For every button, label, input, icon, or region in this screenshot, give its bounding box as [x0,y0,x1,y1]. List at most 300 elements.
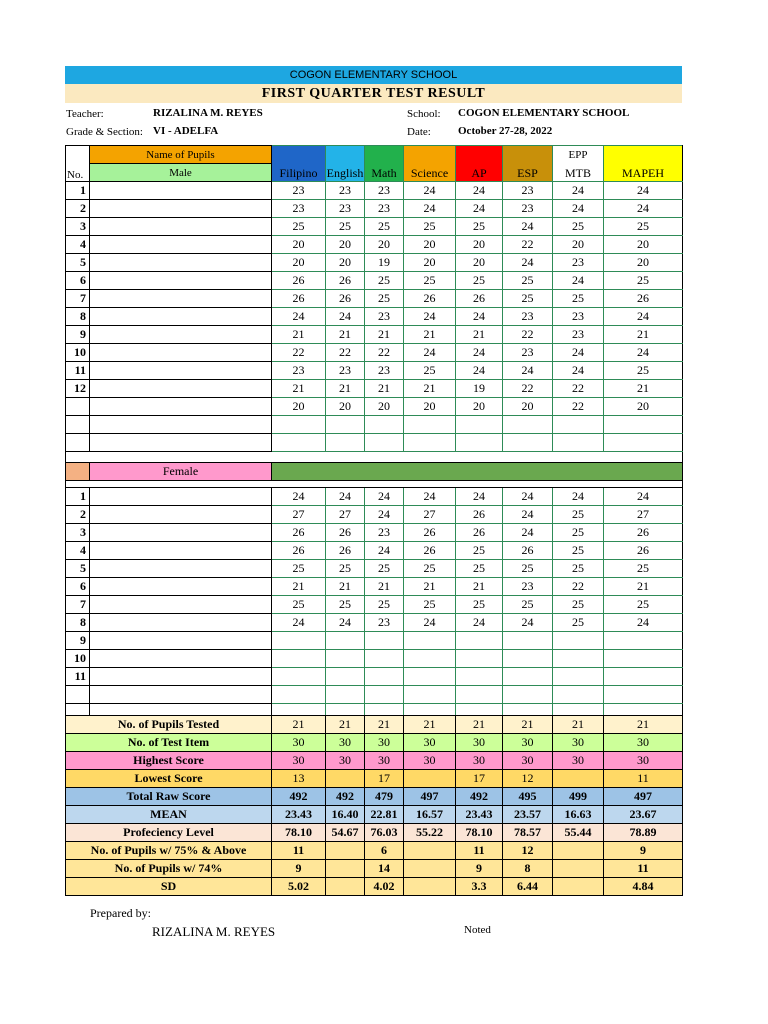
score-esp: 25 [503,272,553,290]
summary-value: 11 [604,770,683,788]
score-mapeh: 24 [604,200,683,218]
score-esp: 23 [503,344,553,362]
score-math: 21 [365,326,404,344]
table-row [66,326,683,344]
score-ap: 26 [456,290,503,308]
score-science: 25 [404,272,456,290]
score-filipino: 24 [272,308,326,326]
row-number: 5 [66,560,90,578]
summary-row [66,716,683,734]
summary-value: 492 [456,788,503,806]
pupil-name [90,380,272,398]
score-mtb [553,632,604,650]
summary-value [326,878,365,896]
score-mapeh [604,632,683,650]
school-banner: COGON ELEMENTARY SCHOOL [65,66,682,84]
score-english: 20 [326,254,365,272]
score-math: 23 [365,524,404,542]
row-number: 2 [66,200,90,218]
row-number: 9 [66,632,90,650]
pupil-name [90,542,272,560]
score-math: 24 [365,488,404,506]
summary-value: 30 [326,734,365,752]
summary-value: 54.67 [326,824,365,842]
score-esp: 24 [503,524,553,542]
summary-value: 14 [365,860,404,878]
score-math [365,416,404,434]
table-row [66,416,683,434]
summary-value: 17 [365,770,404,788]
score-mapeh [604,416,683,434]
score-science [404,668,456,686]
pupil-name [90,236,272,254]
score-ap: 25 [456,542,503,560]
row-number: 7 [66,596,90,614]
score-filipino: 25 [272,218,326,236]
female-header: Female [90,463,272,481]
summary-label: Total Raw Score [66,788,272,806]
score-filipino: 20 [272,254,326,272]
summary-value: 78.10 [456,824,503,842]
score-mapeh [604,434,683,452]
pupil-name [90,614,272,632]
summary-value: 78.10 [272,824,326,842]
score-mtb: 25 [553,542,604,560]
summary-value: 6 [365,842,404,860]
score-mapeh: 25 [604,218,683,236]
score-science: 26 [404,290,456,308]
table-row [66,650,683,668]
score-english [326,650,365,668]
row-number: 1 [66,488,90,506]
summary-value: 497 [604,788,683,806]
row-number [66,434,90,452]
score-ap: 21 [456,326,503,344]
score-math [365,668,404,686]
pupil-name [90,200,272,218]
summary-value: 30 [503,752,553,770]
pupil-name [90,524,272,542]
summary-value [553,878,604,896]
score-mtb: 24 [553,362,604,380]
score-mapeh: 26 [604,290,683,308]
score-mtb: 24 [553,344,604,362]
school-label: School: [407,108,441,120]
subject-header-top-mapeh [604,146,683,164]
score-english: 22 [326,344,365,362]
score-filipino: 21 [272,578,326,596]
summary-value: 4.02 [365,878,404,896]
score-filipino [272,686,326,704]
score-ap: 26 [456,506,503,524]
summary-value: 30 [604,752,683,770]
score-ap [456,416,503,434]
score-esp: 24 [503,254,553,272]
summary-value: 21 [503,716,553,734]
subject-header-top-filipino [272,146,326,164]
score-english: 23 [326,200,365,218]
summary-label: No. of Pupils Tested [66,716,272,734]
score-math: 24 [365,506,404,524]
score-science: 27 [404,506,456,524]
score-english [326,686,365,704]
score-mtb: 22 [553,398,604,416]
pupil-name [90,362,272,380]
score-ap [456,434,503,452]
summary-value: 78.57 [503,824,553,842]
row-number: 5 [66,254,90,272]
score-filipino: 26 [272,524,326,542]
row-number: 3 [66,218,90,236]
row-number: 6 [66,578,90,596]
score-esp: 25 [503,290,553,308]
score-ap: 24 [456,362,503,380]
table-row [66,542,683,560]
score-mapeh: 24 [604,344,683,362]
score-mtb: 24 [553,182,604,200]
summary-value: 78.89 [604,824,683,842]
subject-header-top-esp [503,146,553,164]
row-number: 9 [66,326,90,344]
score-mapeh: 25 [604,362,683,380]
score-filipino: 24 [272,488,326,506]
score-english: 21 [326,380,365,398]
summary-value: 479 [365,788,404,806]
score-filipino [272,434,326,452]
score-science: 26 [404,524,456,542]
summary-row [66,752,683,770]
score-mtb: 25 [553,614,604,632]
scores-table [65,145,683,722]
score-mtb: 25 [553,596,604,614]
summary-row [66,860,683,878]
summary-value: 6.44 [503,878,553,896]
score-science: 21 [404,326,456,344]
summary-row [66,734,683,752]
score-filipino: 25 [272,596,326,614]
sheet-title: FIRST QUARTER TEST RESULT [65,84,682,103]
gap-cell [66,452,683,463]
score-english [326,416,365,434]
row-number: 7 [66,290,90,308]
score-math: 22 [365,344,404,362]
pupil-name [90,578,272,596]
summary-value: 23.43 [456,806,503,824]
female-band [272,463,683,481]
no-header: No. [66,146,90,182]
score-filipino: 23 [272,200,326,218]
score-mapeh: 24 [604,488,683,506]
pupil-name [90,344,272,362]
table-row [66,182,683,200]
score-science: 25 [404,596,456,614]
row-number [66,416,90,434]
score-ap: 24 [456,344,503,362]
summary-row [66,878,683,896]
table-row [66,236,683,254]
summary-value: 17 [456,770,503,788]
score-mtb [553,650,604,668]
score-mtb: 25 [553,524,604,542]
score-mtb: 23 [553,308,604,326]
score-mtb: 23 [553,254,604,272]
score-mtb: 24 [553,200,604,218]
table-row [66,632,683,650]
subject-header-top-science [404,146,456,164]
table-row [66,488,683,506]
row-number: 6 [66,272,90,290]
score-science: 26 [404,542,456,560]
score-esp: 22 [503,236,553,254]
female-no-header [66,463,90,481]
table-row [66,308,683,326]
summary-value: 30 [456,734,503,752]
score-math: 20 [365,398,404,416]
table-row [66,398,683,416]
score-mapeh: 25 [604,596,683,614]
pupil-name [90,686,272,704]
score-math: 23 [365,200,404,218]
score-english: 20 [326,398,365,416]
summary-value: 30 [553,734,604,752]
score-mapeh: 25 [604,272,683,290]
score-math: 21 [365,578,404,596]
summary-row [66,824,683,842]
score-mtb: 24 [553,272,604,290]
subject-header-mtb: MTB [553,164,604,182]
summary-label: No. of Test Item [66,734,272,752]
pupil-name [90,290,272,308]
score-filipino: 23 [272,362,326,380]
score-math: 25 [365,272,404,290]
score-english: 26 [326,524,365,542]
score-english: 23 [326,362,365,380]
summary-value: 30 [404,734,456,752]
score-math: 19 [365,254,404,272]
score-mtb [553,668,604,686]
score-esp: 23 [503,308,553,326]
summary-value: 16.63 [553,806,604,824]
prepared-by-label: Prepared by: [90,906,151,920]
score-math: 20 [365,236,404,254]
summary-value [326,860,365,878]
subject-header-top-math [365,146,404,164]
score-esp [503,686,553,704]
summary-value: 30 [553,752,604,770]
score-math: 23 [365,182,404,200]
summary-value: 492 [326,788,365,806]
score-mapeh: 24 [604,308,683,326]
summary-label: Lowest Score [66,770,272,788]
summary-label: Profeciency Level [66,824,272,842]
date-value: October 27-28, 2022 [458,125,553,137]
score-math: 21 [365,380,404,398]
score-mapeh [604,686,683,704]
score-mapeh: 26 [604,524,683,542]
pupil-name [90,560,272,578]
pupil-name [90,434,272,452]
score-mtb: 22 [553,380,604,398]
score-ap: 24 [456,614,503,632]
table-row [66,434,683,452]
summary-value: 9 [272,860,326,878]
score-ap: 20 [456,254,503,272]
score-esp [503,668,553,686]
summary-value [553,770,604,788]
row-number: 3 [66,524,90,542]
score-mapeh: 21 [604,326,683,344]
school-value: COGON ELEMENTARY SCHOOL [458,107,630,119]
score-english [326,668,365,686]
table-row [66,524,683,542]
score-science: 25 [404,560,456,578]
summary-value: 4.84 [604,878,683,896]
score-mtb: 20 [553,236,604,254]
summary-row [66,806,683,824]
score-ap: 24 [456,308,503,326]
score-filipino: 22 [272,344,326,362]
grade-section-value: VI - ADELFA [153,125,219,137]
score-math [365,686,404,704]
score-esp [503,650,553,668]
score-esp: 24 [503,362,553,380]
score-filipino: 23 [272,182,326,200]
summary-value: 23.67 [604,806,683,824]
grade-section-label: Grade & Section: [66,126,143,138]
score-ap: 26 [456,524,503,542]
summary-value: 30 [456,752,503,770]
pupil-name [90,182,272,200]
summary-value: 9 [604,842,683,860]
score-esp: 23 [503,182,553,200]
score-science [404,686,456,704]
pupil-name [90,650,272,668]
summary-value: 22.81 [365,806,404,824]
score-math: 23 [365,614,404,632]
summary-value: 21 [404,716,456,734]
summary-value: 11 [272,842,326,860]
subject-header-mapeh: MAPEH [604,164,683,182]
score-mtb: 23 [553,326,604,344]
table-row [66,380,683,398]
score-english: 26 [326,272,365,290]
summary-value: 11 [456,842,503,860]
name-header: Name of Pupils [90,146,272,164]
score-esp: 23 [503,578,553,596]
pupil-name [90,398,272,416]
score-ap: 19 [456,380,503,398]
row-number: 8 [66,614,90,632]
score-mapeh: 20 [604,398,683,416]
score-mtb: 25 [553,290,604,308]
score-filipino: 20 [272,236,326,254]
score-filipino: 21 [272,380,326,398]
summary-value: 30 [365,752,404,770]
score-mapeh: 24 [604,614,683,632]
score-esp: 24 [503,488,553,506]
summary-value: 23.43 [272,806,326,824]
summary-value: 30 [272,752,326,770]
summary-value: 12 [503,770,553,788]
score-esp: 22 [503,326,553,344]
score-english: 26 [326,542,365,560]
summary-value: 23.57 [503,806,553,824]
score-english [326,632,365,650]
summary-value: 9 [456,860,503,878]
table-row [66,578,683,596]
score-filipino: 26 [272,290,326,308]
score-science: 21 [404,380,456,398]
score-math [365,650,404,668]
score-science: 24 [404,182,456,200]
score-science: 21 [404,578,456,596]
score-science: 20 [404,236,456,254]
pupil-name [90,488,272,506]
score-mtb [553,686,604,704]
summary-value: 21 [456,716,503,734]
score-ap: 25 [456,560,503,578]
table-row [66,362,683,380]
summary-table [65,715,683,896]
table-row [66,506,683,524]
summary-value: 497 [404,788,456,806]
score-ap: 25 [456,596,503,614]
score-math: 25 [365,218,404,236]
score-english: 24 [326,614,365,632]
date-label: Date: [407,126,431,138]
summary-value [404,860,456,878]
score-mtb: 25 [553,218,604,236]
summary-label: MEAN [66,806,272,824]
score-ap [456,668,503,686]
score-english: 27 [326,506,365,524]
summary-value: 76.03 [365,824,404,842]
table-row [66,686,683,704]
summary-value [404,770,456,788]
score-science: 24 [404,200,456,218]
pupil-name [90,668,272,686]
score-filipino: 26 [272,272,326,290]
score-science: 24 [404,488,456,506]
summary-value: 30 [604,734,683,752]
table-row [66,344,683,362]
pupil-name [90,632,272,650]
score-math: 23 [365,362,404,380]
summary-label: No. of Pupils w/ 74% [66,860,272,878]
table-row [66,218,683,236]
score-esp: 24 [503,506,553,524]
summary-value: 30 [503,734,553,752]
score-mapeh: 25 [604,560,683,578]
score-science: 24 [404,344,456,362]
score-filipino: 25 [272,560,326,578]
summary-value: 8 [503,860,553,878]
score-filipino: 20 [272,398,326,416]
score-english: 26 [326,290,365,308]
summary-value [326,770,365,788]
summary-value: 30 [326,752,365,770]
score-english: 25 [326,218,365,236]
summary-value: 21 [272,716,326,734]
score-mapeh: 20 [604,254,683,272]
prepared-by-name: RIZALINA M. REYES [152,924,276,939]
score-english: 21 [326,578,365,596]
score-mtb: 25 [553,506,604,524]
summary-value [326,842,365,860]
subject-header-top-english [326,146,365,164]
score-science: 24 [404,614,456,632]
summary-row [66,770,683,788]
